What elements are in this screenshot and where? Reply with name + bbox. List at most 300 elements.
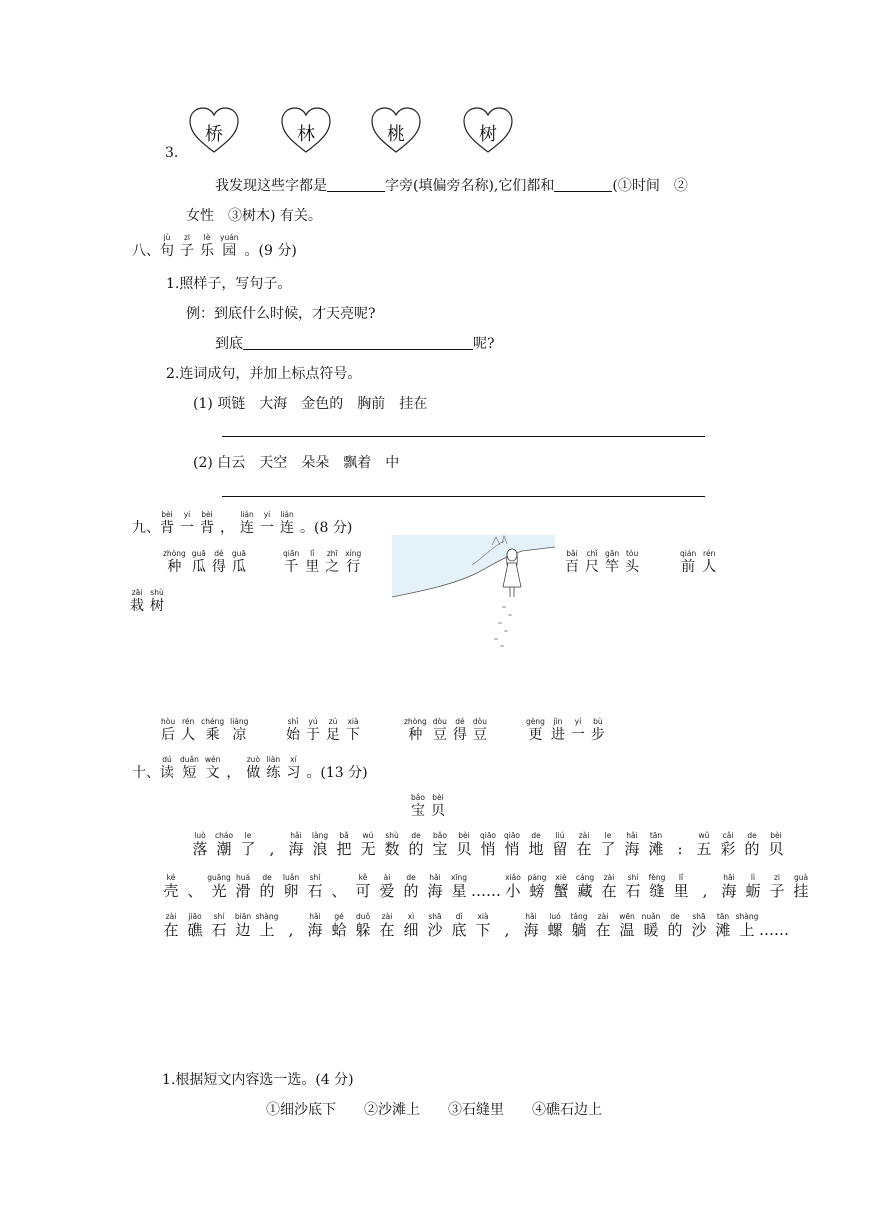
character: 把 (336, 840, 352, 858)
character: 种 (167, 559, 182, 575)
pinyin: yú (308, 717, 318, 726)
pinyin-character (543, 912, 567, 939)
pinyin: duǎn (180, 755, 199, 764)
character: 习 (286, 765, 301, 781)
character: 子 (769, 882, 785, 900)
character: 人 (702, 559, 717, 575)
pinyin-character (687, 912, 711, 939)
pinyin-character (346, 717, 360, 744)
pinyin: shā (692, 912, 706, 921)
pinyin-character (567, 912, 591, 939)
character: 得 (452, 727, 467, 743)
character: 背 (160, 520, 174, 536)
pinyin: rén (181, 717, 195, 726)
idiom-top-2[interactable] (283, 549, 367, 576)
pinyin-character (240, 510, 254, 537)
pinyin-character (286, 755, 300, 782)
pinyin: bù (593, 717, 603, 726)
pinyin-character (306, 717, 320, 744)
pinyin: guā (191, 549, 206, 558)
section-10-heading (132, 755, 368, 782)
character: : (677, 840, 683, 858)
character: 竿 (605, 559, 620, 575)
character: 海 (288, 840, 304, 858)
pinyin-character (500, 831, 524, 858)
sentence-answer-blank[interactable] (243, 335, 473, 350)
s8-fill-line (215, 333, 495, 353)
pinyin: bǎi (566, 549, 578, 558)
answer-line-2[interactable] (222, 496, 705, 497)
pinyin-character (571, 717, 585, 744)
character: ， (220, 520, 234, 536)
pinyin: gèng (526, 717, 545, 726)
character: 于 (306, 727, 320, 743)
pinyin: de (262, 873, 272, 882)
pinyin: zi (773, 873, 781, 882)
pinyin-character (605, 549, 619, 576)
pinyin-character (207, 873, 231, 900)
character: 一 (260, 520, 274, 536)
pinyin: yi (263, 510, 271, 519)
idiom-top-4[interactable] (680, 549, 722, 576)
character: 背 (200, 520, 214, 536)
character: 暖 (643, 921, 659, 939)
pinyin: shàng (255, 912, 279, 921)
pinyin-character (327, 873, 351, 900)
character: 一 (570, 727, 585, 743)
character: 下 (475, 921, 491, 939)
character: 贝 (431, 803, 445, 819)
idiom-top-1[interactable] (163, 549, 252, 576)
character: 尺 (585, 559, 599, 575)
pinyin: tóu (625, 549, 639, 558)
pinyin-character (431, 793, 445, 820)
pinyin: hǎi (525, 912, 537, 921)
pinyin-character (356, 831, 380, 858)
meaning-answer-blank[interactable] (554, 177, 612, 192)
character: 贝 (768, 840, 784, 858)
pinyin: bèi (161, 510, 173, 519)
pinyin (327, 873, 351, 882)
idiom-bottom-3[interactable] (404, 717, 493, 744)
character: 留 (552, 840, 568, 858)
character: 在 (163, 921, 179, 939)
pinyin: guā (231, 549, 247, 558)
pinyin-character (526, 717, 545, 744)
pinyin: wén (204, 755, 221, 764)
character: 进 (550, 727, 565, 743)
pinyin: fèng (648, 873, 666, 882)
pinyin: chéng (201, 717, 225, 726)
character: 乐 (200, 243, 214, 259)
idiom-top-4-continuation[interactable] (130, 588, 170, 615)
pinyin: dǐ (455, 912, 463, 921)
character: 读 (160, 765, 174, 781)
pinyin: tǎng (570, 912, 588, 921)
character: 里 (305, 559, 320, 575)
pinyin-character (308, 831, 332, 858)
character: 步 (590, 727, 605, 743)
pinyin-character (283, 549, 299, 576)
pinyin-character (591, 912, 615, 939)
pinyin (471, 873, 501, 882)
pinyin: shù (385, 831, 399, 840)
character: 文 (205, 765, 220, 781)
pinyin-character (625, 549, 639, 576)
pinyin-character (759, 912, 789, 939)
pinyin: luǎn (282, 873, 300, 882)
pinyin-character (266, 755, 280, 782)
pinyin-character (473, 717, 487, 744)
s8-fill-a: 到底 (215, 336, 243, 352)
pinyin: liàn (266, 755, 281, 764)
pinyin-character (260, 510, 274, 537)
s8-item2: (2) 白云 天空 朵朵 飘着 中 (193, 455, 400, 471)
pinyin: jìn (553, 717, 563, 726)
pinyin-character (591, 717, 605, 744)
pinyin-character (212, 831, 236, 858)
character: 千 (284, 559, 299, 575)
s8-fill-b: 呢? (473, 336, 495, 352)
character: 句 (160, 243, 174, 259)
pinyin: shí (627, 873, 639, 882)
pinyin-character (375, 912, 399, 939)
pinyin-character (345, 549, 361, 576)
pinyin: zāi (131, 588, 143, 597)
character: 无 (360, 840, 376, 858)
character: 连 (280, 520, 294, 536)
character: 园 (222, 243, 237, 259)
q3-line1 (215, 175, 688, 195)
character: 百 (565, 559, 579, 575)
pinyin: yí (574, 717, 582, 726)
pinyin: zú (328, 717, 338, 726)
pinyin-character (160, 510, 174, 537)
pinyin: zhòng (163, 549, 186, 558)
character: 星 (451, 882, 467, 900)
section-prefix: 十、 (132, 765, 160, 781)
heart-card (188, 106, 240, 154)
character: 人 (181, 727, 196, 743)
character: , (269, 840, 275, 858)
pinyin: biān (234, 912, 252, 921)
character: 滑 (235, 882, 251, 900)
pinyin-character (453, 717, 467, 744)
pinyin: zài (597, 912, 609, 921)
pinyin-character (327, 912, 351, 939)
pinyin (279, 912, 303, 921)
character: 后 (161, 727, 176, 743)
pinyin: zhī (326, 549, 338, 558)
character: 豆 (472, 727, 487, 743)
pinyin-character (161, 717, 175, 744)
pinyin-character (231, 873, 255, 900)
pinyin-character (159, 873, 183, 900)
character: 里 (673, 882, 689, 900)
character: 底 (451, 921, 467, 939)
pinyin: liú (555, 831, 565, 840)
pinyin: hòu (161, 717, 176, 726)
character: 行 (346, 559, 361, 575)
q3-text-a: 我发现这些字都是 (215, 178, 327, 194)
pinyin-character (615, 912, 639, 939)
pinyin-character (326, 717, 340, 744)
pinyin-character (680, 549, 696, 576)
character: 瓜 (191, 559, 206, 575)
character: 、 (187, 882, 203, 900)
pinyin: lǐ (678, 873, 684, 882)
pinyin-character (246, 755, 260, 782)
story-title (411, 793, 451, 820)
pinyin: wǔ (698, 831, 710, 840)
pinyin-character (180, 233, 194, 260)
pinyin-character (735, 912, 759, 939)
pinyin-character (524, 831, 548, 858)
idiom-bottom-2[interactable] (286, 717, 366, 744)
pinyin-character (159, 912, 183, 939)
character: …… (759, 921, 789, 939)
pinyin-character (693, 873, 717, 900)
pinyin: rén (703, 549, 716, 558)
character: 挂 (793, 882, 809, 900)
heart-card (462, 106, 514, 154)
pinyin-character (702, 549, 716, 576)
pinyin: shā (428, 912, 442, 921)
pinyin: hǎi (723, 873, 735, 882)
pinyin-character (180, 755, 199, 782)
pinyin-character (525, 873, 549, 900)
pinyin-character (332, 831, 356, 858)
heart-character: 林 (297, 124, 315, 145)
pinyin-character (280, 510, 294, 537)
pinyin: gé (334, 912, 344, 921)
pinyin-character (303, 912, 327, 939)
pinyin: qián (680, 549, 697, 558)
pinyin: lǐ (310, 549, 315, 558)
pinyin: dé (455, 717, 465, 726)
character: 宝 (432, 840, 448, 858)
character: 短 (182, 765, 197, 781)
pinyin: qiāo (479, 831, 497, 840)
character: 凉 (232, 727, 247, 743)
pinyin-character (205, 755, 221, 782)
pinyin-character (232, 549, 246, 576)
pinyin (260, 831, 284, 840)
pinyin-character (150, 588, 164, 615)
character: 五 (696, 840, 712, 858)
character: 爱 (379, 882, 395, 900)
heart-card (370, 106, 422, 154)
pinyin-character (692, 831, 716, 858)
pinyin (693, 873, 717, 882)
character: 石 (307, 882, 323, 900)
character: 在 (379, 921, 395, 939)
character: 滩 (648, 840, 664, 858)
character: 一 (180, 520, 194, 536)
character: 的 (744, 840, 760, 858)
pinyin-character (411, 793, 425, 820)
character: 在 (576, 840, 592, 858)
pinyin-character (471, 912, 495, 939)
character: …… (471, 882, 501, 900)
character: 乘 (205, 727, 220, 743)
q3-text-c: (①时间 ② (612, 178, 688, 194)
pinyin: zài (165, 912, 177, 921)
pinyin: cáng (575, 873, 595, 882)
heart-character: 桥 (205, 124, 223, 145)
pinyin: hǎi (290, 831, 302, 840)
pinyin: bǎo (433, 831, 447, 840)
pinyin-character (548, 831, 572, 858)
pinyin: luó (549, 912, 561, 921)
section-prefix: 九、 (132, 520, 160, 536)
pinyin-character (351, 873, 375, 900)
idiom-top-3[interactable] (565, 549, 645, 576)
pinyin: guà (793, 873, 809, 882)
pinyin: làng (311, 831, 329, 840)
character: 彩 (720, 840, 736, 858)
character: 豆 (432, 727, 447, 743)
character: 做 (246, 765, 261, 781)
character: 蟹 (553, 882, 569, 900)
pinyin: hǎi (429, 873, 441, 882)
pinyin-character (183, 873, 207, 900)
character: 练 (266, 765, 281, 781)
pinyin: bǎ (339, 831, 349, 840)
character: 石 (211, 921, 227, 939)
character: 卵 (283, 882, 299, 900)
pinyin (220, 510, 234, 519)
pinyin: shǐ (287, 717, 299, 726)
pinyin: zài (603, 873, 615, 882)
s8-item1: (1) 项链 大海 金色的 胸前 挂在 (193, 396, 428, 412)
pinyin-character (452, 831, 476, 858)
idiom-bottom-4[interactable] (526, 717, 611, 744)
pinyin: wú (362, 831, 374, 840)
character: 栽 (130, 598, 144, 614)
character: 可 (355, 882, 371, 900)
pinyin-character (286, 717, 300, 744)
pinyin: tān (716, 912, 730, 921)
pinyin-character (279, 873, 303, 900)
pinyin-character (183, 912, 207, 939)
pinyin: le (244, 831, 252, 840)
pinyin-character (471, 873, 501, 900)
story-line-1 (188, 831, 788, 858)
pinyin-character (572, 831, 596, 858)
pinyin: shí (213, 912, 225, 921)
character: , (288, 921, 294, 939)
character: 始 (286, 727, 300, 743)
character: 的 (259, 882, 275, 900)
s10-options[interactable]: ①细沙底下 ②沙滩上 ③石缝里 ④礁石边上 (266, 1102, 602, 1118)
pinyin-character (596, 831, 620, 858)
pinyin: de (411, 831, 421, 840)
pinyin: dé (214, 549, 224, 558)
pinyin: bǎo (411, 793, 425, 802)
pinyin: hǎi (626, 831, 638, 840)
pinyin-character (325, 549, 339, 576)
pinyin-character (230, 717, 248, 744)
pinyin: xiǎo (505, 873, 521, 882)
character: 数 (384, 840, 400, 858)
pinyin-character (668, 831, 692, 858)
character: 悄 (480, 840, 496, 858)
q3-line2: 女性 ③树木) 有关。 (186, 208, 322, 224)
pinyin-character (433, 717, 447, 744)
pinyin-character (130, 588, 144, 615)
pinyin: qiān (283, 549, 300, 558)
pinyin-character (447, 912, 471, 939)
pinyin: lián (280, 510, 294, 519)
pinyin-character (495, 912, 519, 939)
radical-answer-blank[interactable] (327, 177, 385, 192)
pinyin (668, 831, 692, 840)
pinyin: nuǎn (641, 912, 661, 921)
pinyin-character (255, 873, 279, 900)
pinyin-character (717, 873, 741, 900)
pinyin: yuán (220, 233, 239, 242)
pinyin-character (711, 912, 735, 939)
character: 缝 (649, 882, 665, 900)
character: 下 (346, 727, 360, 743)
character: ， (226, 765, 241, 781)
pinyin: xià (347, 717, 359, 726)
character: 螺 (547, 921, 563, 939)
character: 上 (259, 921, 275, 939)
pinyin-character (399, 873, 423, 900)
pinyin-character (663, 912, 687, 939)
character: 树 (150, 598, 164, 614)
character: 小 (505, 882, 521, 900)
pinyin: xīng (450, 873, 468, 882)
pinyin-character (192, 549, 206, 576)
pinyin: hǎi (309, 912, 321, 921)
character: 海 (523, 921, 539, 939)
pinyin-character (501, 873, 525, 900)
pinyin: cháo (214, 831, 234, 840)
answer-line-1[interactable] (222, 436, 705, 437)
pinyin: ài (383, 873, 391, 882)
pinyin: huá (235, 873, 251, 882)
pinyin-character (765, 873, 789, 900)
pinyin-character (423, 912, 447, 939)
pinyin: xì (407, 912, 415, 921)
heart-card (280, 106, 332, 154)
pinyin: de (406, 873, 416, 882)
pinyin: shù (150, 588, 164, 597)
pinyin (495, 912, 519, 921)
pinyin-character (519, 912, 543, 939)
pinyin: gān (605, 549, 620, 558)
pinyin-character (305, 549, 319, 576)
character: 之 (325, 559, 340, 575)
pinyin-character (644, 831, 668, 858)
pinyin-character (764, 831, 788, 858)
pinyin-character (160, 233, 174, 260)
pinyin: xiè (555, 873, 567, 882)
pinyin-character (160, 755, 174, 782)
character: 温 (619, 921, 635, 939)
pinyin: de (531, 831, 541, 840)
character: 光 (211, 882, 227, 900)
pinyin-character (639, 912, 663, 939)
pinyin-character (220, 233, 239, 260)
character: 海 (721, 882, 737, 900)
pinyin-character (404, 717, 427, 744)
idiom-bottom-1[interactable] (161, 717, 254, 744)
character: 、 (331, 882, 347, 900)
